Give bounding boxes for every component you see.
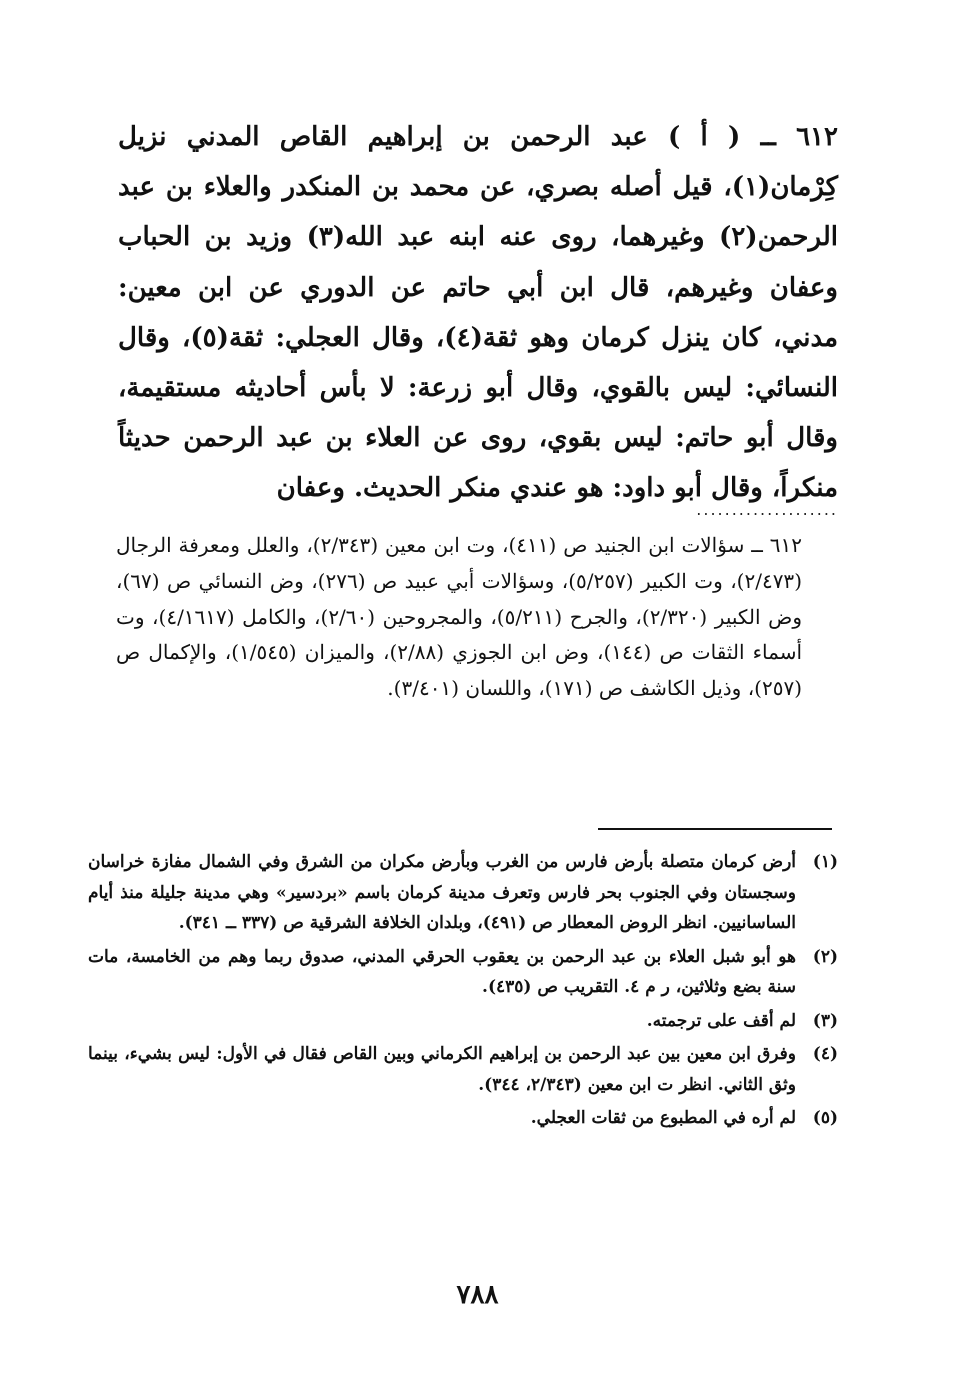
footnote-text: لم أقف على ترجمته. [646, 1010, 796, 1031]
footnote-item [88, 1039, 838, 1100]
footnote-item [88, 1103, 838, 1134]
footnote-item [88, 942, 838, 1003]
entry-paragraph: ٦١٢ ــ ( أ ) عبد الرحمن بن إبراهيم القاص المدني نزيل كِرْمان(١)، قيل أصله بصري، عن محمد بن المنكدر والعلاء بن عبد الرحمن(٢) وغيرهما، روى عنه ابنه عبد الله(٣) وزيد بن الحباب وعفان وغيرهم، قال ابن أبي حاتم عن الدوري عن ابن معين: مدني، كان ينزل كرمان وهو ثقة(٤)، وقال العجلي: ثقة(٥)، وقال النسائي: ليس بالقوي، وقال أبو زرعة: لا بأس أحاديثه مستقيمة، وقال أبو حاتم: ليس بقوي، روى عن العلاء بن عبد الرحمن حديثاً منكراً، وقال أبو داود: هو عندي منكر الحديث. وعفان [118, 122, 839, 504]
footnote-separator [598, 828, 832, 830]
footnote-number: (٣) [812, 1010, 838, 1031]
footnote-number: (١) [812, 852, 838, 872]
footnotes [88, 847, 838, 1137]
footnote-item [88, 1006, 838, 1037]
footnote-text: أرض كرمان متصلة بأرض فارس من الغرب وبأرض مكران من الشرق وفي الشمال مفازة خراسان وسجستان وفي الجنوب بحر فارس وتعرف مدينة كرمان باسم «بردسير» وهي مدينة جليلة منذ أيام الساسانيين. انظر الروض المعطار ص (٤٩١)، وبلدان الخلافة الشرقية ص (٣٣٧ ــ ٣٤١). [88, 852, 796, 933]
entry-main-text [118, 112, 838, 514]
footnote-text: لم أره في المطبوع من ثقات العجلي. [530, 1108, 796, 1128]
footnote-item [88, 847, 838, 939]
page-number: ٧٨٨ [456, 1280, 499, 1310]
footnote-text: وفرق ابن معين بين عبد الرحمن بن إبراهيم الكرماني وبين القاص فقال في الأول: ليس بشيء، بينما وثق الثاني. انظر ت ابن معين (٢/٣٤٣، ٣٤٤). [88, 1044, 796, 1095]
footnote-text: هو أبو شبل العلاء بن عبد الرحمن بن يعقوب الحرقي المدني، صدوق ربما وهم من الخامسة، مات سنة بضع وثلاثين، ر م ٤. التقريب ص (٤٣٥). [88, 946, 796, 997]
footnote-number: (٤) [812, 1044, 838, 1064]
dotted-divider: .................... [696, 500, 838, 519]
footnote-number: (٢) [812, 946, 838, 967]
sources-block [116, 528, 802, 707]
sources-text: ٦١٢ ــ سؤالات ابن الجنيد ص (٤١١)، وت ابن معين (٢/٣٤٣)، والعلل ومعرفة الرجال (٢/٤٧٣)، وت الكبير (٥/٢٥٧)، وسؤالات أبي عبيد ص (٢٧٦)، وض النسائي ص (٦٧)، وض الكبير (٢/٣٢٠)، والجرح (٥/٢١١)، والمجروحين (٢/٦٠)، والكامل (٤/١٦١٧)، وت أسماء الثقات ص (١٤٤)، وض ابن الجوزي (٢/٨٨)، والميزان (١/٥٤٥)، والإكمال ص (٢٥٧)، وذيل الكاشف ص (١٧١)، واللسان (٣/٤٠١). [116, 533, 803, 701]
footnote-number: (٥) [812, 1108, 838, 1128]
